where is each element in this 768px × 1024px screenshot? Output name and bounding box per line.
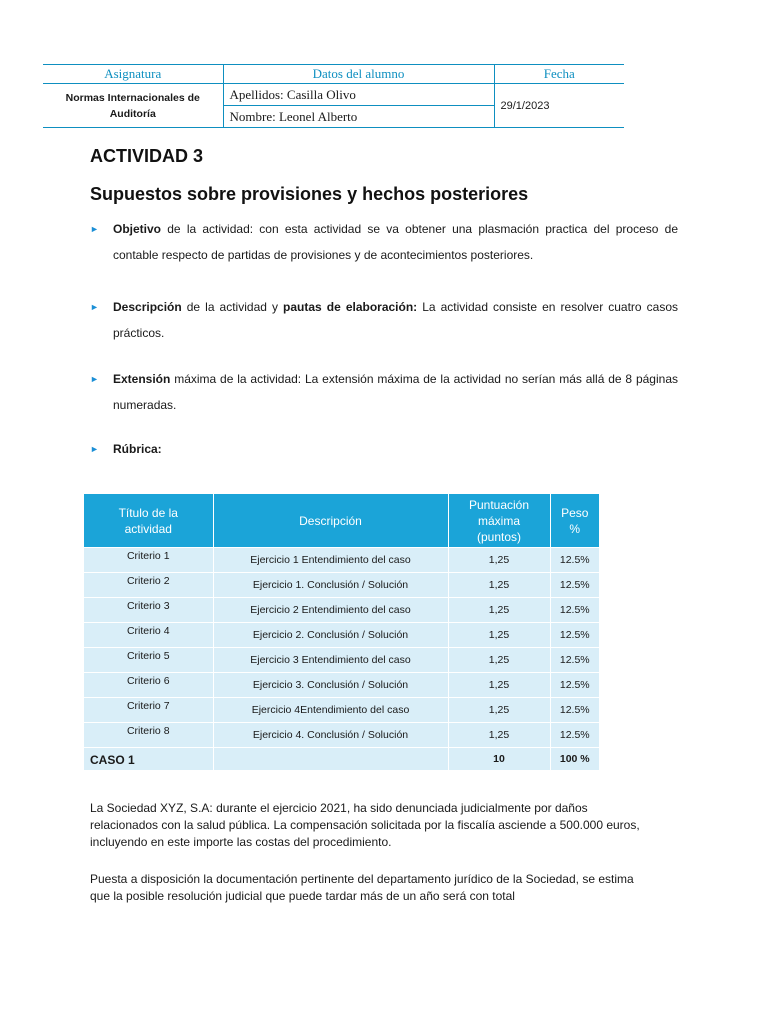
rubric-header-puntuacion	[448, 494, 550, 548]
rubric-criterio: Criterio 1	[84, 548, 213, 573]
subject-cell	[43, 84, 223, 128]
rubric-descripcion: Ejercicio 4. Conclusión / Solución	[213, 723, 448, 748]
rubric-total-row	[84, 748, 599, 771]
rubric-peso: 12.5%	[550, 548, 599, 573]
table-row	[84, 623, 599, 648]
rubric-total-peso: 100 %	[550, 748, 599, 771]
rubric-header-titulo-l1: Título de la	[118, 505, 178, 520]
bullet-rubrica-label: Rúbrica:	[113, 442, 162, 456]
rubric-header-peso-l2: %	[569, 521, 581, 536]
rubric-puntos: 1,25	[448, 548, 550, 573]
rubric-header-titulo-l2: actividad	[124, 521, 172, 536]
rubric-puntos: 1,25	[448, 673, 550, 698]
rubric-descripcion: Ejercicio 3. Conclusión / Solución	[213, 673, 448, 698]
bullet-rubrica	[90, 436, 678, 462]
rubric-total-puntos: 10	[448, 748, 550, 771]
rubric-puntos: 1,25	[448, 623, 550, 648]
bullet-arrow-icon: ►	[90, 224, 99, 234]
bullet-arrow-icon: ►	[90, 374, 99, 384]
bullet-arrow-icon: ►	[90, 444, 99, 454]
rubric-header-descripcion: Descripción	[213, 494, 448, 548]
rubric-header-peso	[550, 494, 599, 548]
table-row	[84, 723, 599, 748]
header-fecha: Fecha	[494, 65, 624, 84]
bullet-descripcion-text: La actividad consiste en resolver cuatro casos prácticos.	[113, 300, 679, 340]
rubric-table	[84, 494, 599, 770]
rubric-criterio: Criterio 5	[84, 648, 213, 673]
rubric-peso: 12.5%	[550, 673, 599, 698]
table-row	[84, 673, 599, 698]
subject-line1: Normas Internacionales de	[65, 91, 200, 104]
rubric-criterio: Criterio 6	[84, 673, 213, 698]
rubric-peso: 12.5%	[550, 648, 599, 673]
rubric-descripcion: Ejercicio 1. Conclusión / Solución	[213, 573, 448, 598]
caso-paragraph-1: La Sociedad XYZ, S.A: durante el ejercicio 2021, ha sido denunciada judicialmente por daños relacionados con la salud pública. La compensación solicitada por la fiscalía asciende a 500.000 euros, incluyendo en este importe las costas del procedimiento.	[90, 801, 640, 849]
rubric-peso: 12.5%	[550, 598, 599, 623]
subject-line2: Auditoría	[109, 107, 156, 120]
bullet-objetivo	[90, 216, 678, 268]
rubric-puntos: 1,25	[448, 573, 550, 598]
rubric-criterio: Criterio 4	[84, 623, 213, 648]
rubric-puntos: 1,25	[448, 648, 550, 673]
rubric-descripcion: Ejercicio 3 Entendimiento del caso	[213, 648, 448, 673]
rubric-peso: 12.5%	[550, 698, 599, 723]
activity-subtitle: Supuestos sobre provisiones y hechos posteriores	[90, 184, 529, 204]
bullet-extension-text: máxima de la actividad: La extensión máxima de la actividad no serían más allá de 8 páginas numeradas.	[113, 372, 678, 412]
rubric-descripcion: Ejercicio 2. Conclusión / Solución	[213, 623, 448, 648]
header-table	[43, 64, 624, 128]
bullet-pautas-label: pautas de elaboración:	[283, 300, 418, 314]
caso-title: CASO 1	[90, 753, 135, 767]
rubric-header-punt-l2: máxima	[477, 513, 520, 528]
rubric-puntos: 1,25	[448, 723, 550, 748]
rubric-descripcion: Ejercicio 1 Entendimiento del caso	[213, 548, 448, 573]
rubric-peso: 12.5%	[550, 623, 599, 648]
rubric-criterio: Criterio 3	[84, 598, 213, 623]
table-row	[84, 548, 599, 573]
fecha-cell: 29/1/2023	[494, 84, 624, 128]
header-asignatura: Asignatura	[43, 65, 223, 84]
table-row	[84, 698, 599, 723]
rubric-header-titulo	[84, 494, 213, 548]
rubric-header-peso-l1: Peso	[561, 505, 589, 520]
rubric-descripcion: Ejercicio 2 Entendimiento del caso	[213, 598, 448, 623]
apellidos-cell: Apellidos: Casilla Olivo	[223, 84, 494, 106]
nombre-cell: Nombre: Leonel Alberto	[223, 106, 494, 128]
bullet-descripcion	[90, 294, 678, 346]
bullet-arrow-icon: ►	[90, 302, 99, 312]
bullet-extension-label: Extensión	[113, 372, 171, 386]
table-row	[84, 598, 599, 623]
rubric-descripcion: Ejercicio 4Entendimiento del caso	[213, 698, 448, 723]
header-datos-alumno: Datos del alumno	[223, 65, 494, 84]
rubric-criterio: Criterio 8	[84, 723, 213, 748]
rubric-criterio: Criterio 7	[84, 698, 213, 723]
bullet-descripcion-label: Descripción	[113, 300, 182, 314]
bullet-extension	[90, 366, 678, 418]
bullet-objetivo-label: Objetivo	[113, 222, 162, 236]
rubric-puntos: 1,25	[448, 698, 550, 723]
rubric-puntos: 1,25	[448, 598, 550, 623]
caso-paragraph-2: Puesta a disposición la documentación pertinente del departamento jurídico de la Sociedad, se estima que la posible resolución judicial que puede tardar más de un año será con total	[90, 872, 634, 903]
rubric-total-empty	[213, 748, 448, 771]
rubric-criterio: Criterio 2	[84, 573, 213, 598]
bullet-descripcion-mid: de la actividad y	[181, 300, 284, 314]
activity-title: ACTIVIDAD 3	[90, 146, 204, 166]
rubric-peso: 12.5%	[550, 573, 599, 598]
table-row	[84, 648, 599, 673]
rubric-peso: 12.5%	[550, 723, 599, 748]
rubric-header-punt-l1: Puntuación	[468, 497, 530, 512]
table-row	[84, 573, 599, 598]
rubric-header-punt-l3: (puntos)	[476, 529, 522, 544]
bullet-objetivo-text: de la actividad: con esta actividad se va obtener una plasmación practica del proceso de contable respecto de partidas de provisiones y de acontecimientos posteriores.	[113, 222, 678, 262]
